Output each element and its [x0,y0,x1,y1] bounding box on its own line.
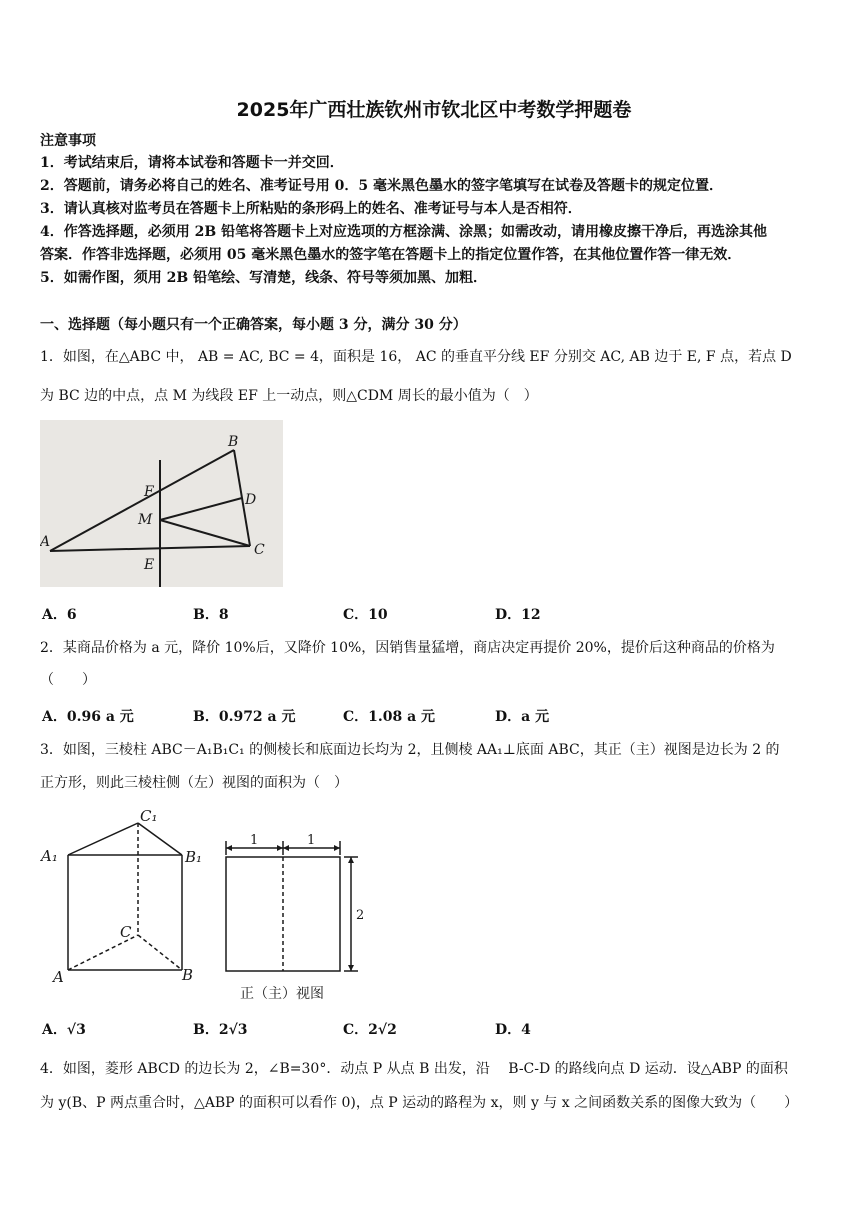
label-c: C [120,923,132,941]
label-e: E [144,557,155,573]
notice-heading: 注意事项 [40,133,96,149]
section-heading: 一、选择题（每小题只有一个正确答案，每小题 3 分，满分 30 分） [40,317,467,333]
question-2-text: 2．某商品价格为 a 元，降价 10%后，又降价 10%，因销售量猛增，商店决定再提价 20%，提价后这种商品的价格为 [40,640,775,656]
option-a: A．√3 [42,1022,86,1038]
label-f: F [144,484,154,500]
question-4-text: 4．如图，菱形 ABCD 的边长为 2，∠B=30°．动点 P 从点 B 出发，沿 B-C-D 的路线向点 D 运动．设△ABP 的面积 [40,1061,788,1077]
option-d: D．12 [495,607,541,623]
notice-item: 3．请认真核对监考员在答题卡上所粘贴的条形码上的姓名、准考证号与本人是否相符． [40,201,582,217]
page-title: 2025年广西壮族钦州市钦北区中考数学押题卷 [236,99,632,121]
option-b: B．0.972 a 元 [193,709,296,725]
notice-item: 4．作答选择题，必须用 2B 铅笔将答题卡上对应选项的方框涂满、涂黑；如需改动，请用橡皮擦干净后，再选涂其他 [40,224,768,240]
question-3-text: 正方形，则此三棱柱侧（左）视图的面积为（ ） [40,775,348,791]
question-1-text: 1．如图，在△ABC 中， AB = AC, BC = 4，面积是 16， AC 的垂直平分线 EF 分别交 AC, AB 边于 E, F 点，若点 D [40,349,792,365]
label-d: D [245,492,257,508]
option-c: C．2√2 [343,1022,397,1038]
notice-item: 1．考试结束后，请将本试卷和答题卡一并交回． [40,155,344,171]
label-a: A [53,968,64,986]
option-a: A．6 [42,607,77,623]
prism-and-front-view-diagram [40,805,370,1005]
label-a: A [40,534,51,550]
question-2-text: （ ） [40,672,96,688]
question-1-text: 为 BC 边的中点，点 M 为线段 EF 上一动点，则△CDM 周长的最小值为（ ） [40,388,538,404]
question-3-text: 3．如图，三棱柱 ABC－A₁B₁C₁ 的侧棱长和底面边长均为 2，且侧棱 AA₁⊥底面 ABC，其正（主）视图是边长为 2 的 [40,742,780,758]
option-a: A．0.96 a 元 [42,709,134,725]
option-b: B．2√3 [193,1022,248,1038]
notice-item: 5．如需作图，须用 2B 铅笔绘、写清楚，线条、符号等须加黑、加粗． [40,270,488,286]
notice-item: 答案．作答非选择题，必须用 05 毫米黑色墨水的签字笔在答题卡上的指定位置作答，在其他位置作答一律无效． [40,247,742,263]
label-b1: B₁ [185,848,203,866]
label-a1: A₁ [41,847,58,865]
option-d: D．a 元 [495,709,550,725]
label-m: M [138,512,153,528]
option-d: D．4 [495,1022,531,1038]
option-c: C．10 [343,607,388,623]
front-view-caption: 正（主）视图 [240,986,324,1002]
dimension-left: 1 [250,833,259,848]
option-b: B．8 [193,607,229,623]
question-1-figure [40,420,283,587]
triangle-diagram [40,420,283,587]
label-b: B [228,434,239,450]
label-c1: C₁ [140,807,158,825]
question-3-figure [40,805,370,1005]
option-c: C．1.08 a 元 [343,709,436,725]
label-b: B [182,966,194,984]
notice-item: 2．答题前，请务必将自己的姓名、准考证号用 0．5 毫米黑色墨水的签字笔填写在试卷及答题卡的规定位置． [40,178,723,194]
dimension-height: 2 [356,908,365,923]
dimension-right: 1 [307,833,316,848]
question-4-text: 为 y(B、P 两点重合时，△ABP 的面积可以看作 0)，点 P 运动的路程为 x，则 y 与 x 之间函数关系的图像大致为（ ） [40,1095,799,1111]
label-c: C [254,542,265,558]
